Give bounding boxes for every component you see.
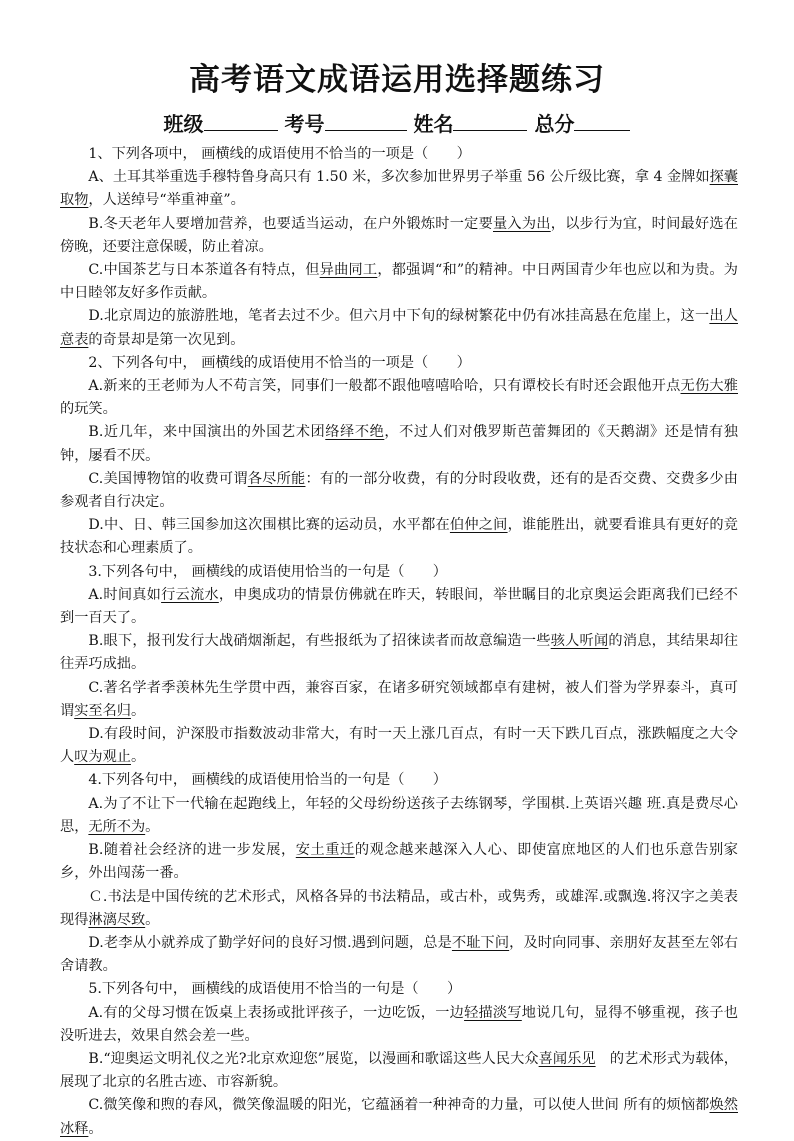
option-b: B.眼下，报刊发行大战硝烟渐起，有些报纸为了招徕读者而故意编造一些骇人听闻的消息，其结果却往往弄巧成拙。: [60, 633, 738, 673]
question-1: [60, 143, 738, 352]
underlined-idiom: 轻描淡写: [464, 1004, 522, 1021]
question-list: [60, 143, 738, 1141]
name-blank: [453, 110, 527, 131]
underlined-idiom: 各尽所能: [247, 470, 306, 487]
option-d: D.北京周边的旅游胜地，笔者去过不少。但六月中下旬的绿树繁花中仍有冰挂高悬在危崖上，这一出人意表的奇景却是第一次见到。: [60, 308, 738, 348]
exam-no-label: 考号: [284, 112, 325, 136]
option-a: A.有的父母习惯在饭桌上表扬或批评孩子，一边吃饭，一边轻描淡写地说几句，显得不够重视，孩子也没听进去，效果自然会差一些。: [60, 1004, 738, 1044]
question-4: [60, 769, 738, 978]
underlined-idiom: 叹为观止: [74, 749, 131, 766]
question-stem: 2、下列各句中， 画横线的成语使用不恰当的一项是（ ）: [88, 354, 471, 371]
option-a: A、土耳其举重选手穆特鲁身高只有 1.50 米，多次参加世界男子举重 56 公斤级比赛，拿 4 金牌如探囊取物，人送绰号“举重神童”。: [60, 169, 738, 209]
underlined-idiom: 络绎不绝: [325, 424, 385, 441]
option-c: Ｃ.书法是中国传统的艺术形式，风格各异的书法精品，或古朴，或隽秀，或雄浑.或飘逸.将汉字之美表现得淋漓尽致。: [60, 888, 738, 928]
page-title: 高考语文成语运用选择题练习: [189, 62, 605, 98]
underlined-idiom: 骇人听闻: [550, 633, 609, 650]
underlined-idiom: 不耻下问: [451, 934, 510, 951]
underlined-idiom: 安土重迁: [295, 842, 355, 859]
option-a: A.为了不让下一代输在起跑线上，年轻的父母纷纷送孩子去练钢琴，学围棋.上英语兴趣 班.真是费尽心思，无所不为。: [60, 795, 738, 835]
option-b: B.“迎奥运文明礼仪之光?北京欢迎您”展览，以漫画和歌谣这些人民大众喜闻乐见 的艺术形式为载体，展现了北京的名胜古迹、市容新貌。: [60, 1050, 738, 1091]
underlined-idiom: 行云流水: [161, 586, 219, 603]
option-c: C.著名学者季羡林先生学贯中西，兼容百家，在诸多研究领域都卓有建树，被人们誉为学界泰斗，真可谓实至名归。: [60, 679, 738, 719]
question-stem: 1、下列各项中， 画横线的成语使用不恰当的一项是（ ）: [88, 146, 471, 162]
option-c: C.美国博物馆的收费可谓各尽所能：有的一部分收费，有的分时段收费，还有的是否交费、交费多少由参观者自行决定。: [60, 470, 738, 511]
option-a: A.新来的王老师为人不苟言笑，同事们一般都不跟他嘻嘻哈哈，只有谭校长有时还会跟他开点无伤大雅的玩笑。: [60, 378, 738, 418]
class-blank: [204, 110, 278, 131]
option-b: B.冬天老年人要增加营养，也要适当运动，在户外锻炼时一定要量入为出，以步行为宜，时间最好选在傍晚，还要注意保暖，防止着凉。: [60, 215, 738, 255]
score-blank: [574, 110, 630, 131]
underlined-idiom: 出人意表: [60, 308, 738, 348]
underlined-idiom: 淋漓尽致: [88, 911, 146, 928]
underlined-idiom: 异曲同工: [319, 262, 378, 279]
underlined-idiom: 无所不为: [88, 818, 146, 835]
class-label: 班级: [163, 112, 204, 136]
option-b: B.近几年，来中国演出的外国艺术团络绎不绝，不过人们对俄罗斯芭蕾舞团的《天鹅湖》还是情有独钟，屡看不厌。: [60, 424, 738, 464]
option-c: C.中国茶艺与日本茶道各有特点，但异曲同工，都强调“和”的精神。中日两国青少年也应以和为贵。为中日睦邻友好多作贡献。: [60, 262, 738, 302]
question-stem: 4.下列各句中， 画横线的成语使用恰当的一句是（ ）: [88, 772, 447, 789]
option-b: B.随着社会经济的进一步发展，安土重迁的观念越来越深入人心、即使富庶地区的人们也乐意告别家乡，外出闯荡一番。: [60, 842, 738, 882]
underlined-idiom: 探囊取物: [60, 169, 738, 209]
question-2: [60, 352, 738, 561]
student-info-fields: [0, 110, 794, 138]
question-3: [60, 561, 738, 770]
underlined-idiom: 伯仲之间: [449, 517, 508, 534]
underlined-idiom: 喜闻乐见: [538, 1050, 596, 1067]
option-d: D.有段时间，沪深股市指数波动非常大，有时一天上涨几百点，有时一天下跌几百点，涨跌幅度之大令人叹为观止。: [60, 726, 738, 766]
question-stem: 3.下列各句中， 画横线的成语使用恰当的一句是（ ）: [88, 563, 447, 580]
name-label: 姓名: [413, 112, 454, 136]
underlined-idiom: 无伤大雅: [680, 378, 738, 395]
option-d: D.老李从小就养成了勤学好问的良好习惯.遇到问题，总是不耻下问，及时向同事、亲朋好友甚至左邻右舍请教。: [60, 934, 738, 975]
option-a: A.时间真如行云流水，申奥成功的情景仿佛就在昨天，转眼间，举世瞩目的北京奥运会距离我们已经不到一百天了。: [60, 586, 738, 627]
question-stem: 5.下列各句中， 画横线的成语使用不恰当的一句是（ ）: [88, 981, 462, 998]
exam-no-blank: [325, 110, 407, 131]
option-d: D.中、日、韩三国参加这次围棋比赛的运动员，水平都在伯仲之间，谁能胜出，就要看谁具有更好的竞技状态和心理素质了。: [60, 517, 738, 557]
question-5: [60, 978, 738, 1140]
option-c: C.微笑像和煦的春风，微笑像温暖的阳光，它蕴涵着一种神奇的力量，可以使人世间 所有的烦恼都焕然冰释。: [60, 1097, 738, 1137]
score-label: 总分: [534, 112, 575, 136]
underlined-idiom: 焕然冰释: [60, 1097, 738, 1137]
underlined-idiom: 实至名归: [74, 702, 131, 719]
underlined-idiom: 量入为出: [493, 215, 551, 232]
